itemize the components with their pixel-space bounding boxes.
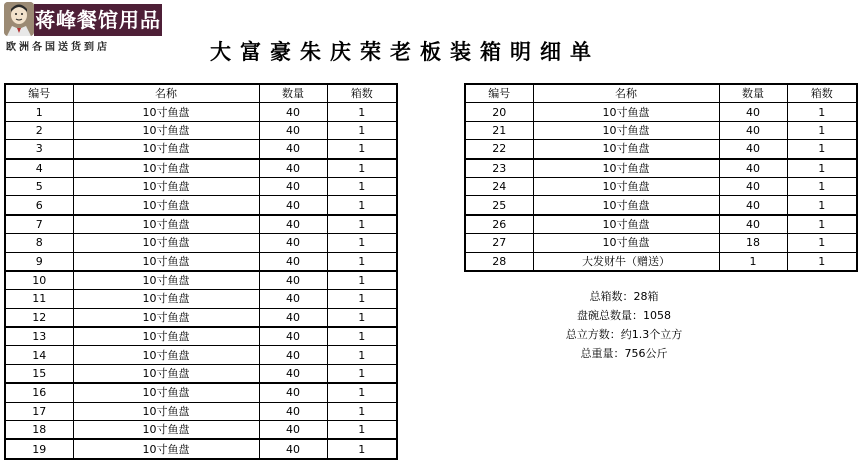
item-quantity: 18 [719, 234, 787, 252]
table-row [5, 439, 397, 458]
item-number: 26 [465, 215, 533, 234]
item-number: 15 [5, 364, 73, 383]
item-number: 20 [465, 103, 533, 121]
chef-portrait-icon [4, 2, 34, 36]
item-boxes: 1 [787, 196, 857, 215]
brand-tagline: 欧洲各国送货到店 [6, 42, 110, 53]
item-name: 大发财牛（赠送） [533, 252, 719, 271]
item-name: 10寸鱼盘 [73, 271, 259, 290]
item-name: 10寸鱼盘 [73, 177, 259, 195]
item-name: 10寸鱼盘 [533, 234, 719, 252]
table-row [465, 140, 857, 159]
item-boxes: 1 [327, 234, 397, 252]
item-quantity: 40 [259, 140, 327, 159]
item-number: 13 [5, 327, 73, 346]
item-boxes: 1 [787, 234, 857, 252]
item-boxes: 1 [327, 140, 397, 159]
item-quantity: 40 [259, 196, 327, 215]
table-row [465, 252, 857, 271]
item-name: 10寸鱼盘 [73, 140, 259, 159]
brand-name: 蒋峰餐馆用品 [34, 4, 162, 36]
item-number: 23 [465, 159, 533, 178]
item-quantity: 40 [259, 159, 327, 178]
item-quantity: 40 [259, 177, 327, 195]
item-number: 27 [465, 234, 533, 252]
total-quantity: 盘碗总数量：1058 [577, 309, 671, 322]
table-header-row [465, 84, 857, 103]
item-number: 3 [5, 140, 73, 159]
item-quantity: 40 [259, 308, 327, 327]
item-name: 10寸鱼盘 [73, 159, 259, 178]
item-number: 18 [5, 421, 73, 440]
table-row [5, 215, 397, 234]
item-quantity: 40 [719, 121, 787, 139]
table-row [465, 159, 857, 178]
item-number: 6 [5, 196, 73, 215]
column-header-name: 名称 [73, 84, 259, 103]
item-name: 10寸鱼盘 [73, 402, 259, 420]
item-name: 10寸鱼盘 [73, 346, 259, 364]
item-name: 10寸鱼盘 [533, 103, 719, 121]
table-row [5, 290, 397, 308]
item-boxes: 1 [327, 421, 397, 440]
packing-table-right [464, 83, 858, 272]
column-header-name: 名称 [533, 84, 719, 103]
item-number: 24 [465, 177, 533, 195]
item-boxes: 1 [787, 159, 857, 178]
item-boxes: 1 [327, 402, 397, 420]
page-title: 大富豪朱庆荣老板装箱明细单 [210, 39, 600, 64]
item-name: 10寸鱼盘 [533, 140, 719, 159]
table-row [5, 308, 397, 327]
item-quantity: 40 [259, 421, 327, 440]
item-quantity: 40 [259, 252, 327, 271]
item-number: 2 [5, 121, 73, 139]
table-row [5, 383, 397, 402]
item-name: 10寸鱼盘 [73, 234, 259, 252]
item-name: 10寸鱼盘 [73, 421, 259, 440]
item-boxes: 1 [327, 159, 397, 178]
item-boxes: 1 [327, 196, 397, 215]
item-quantity: 1 [719, 252, 787, 271]
column-header-number: 编号 [5, 84, 73, 103]
item-name: 10寸鱼盘 [533, 196, 719, 215]
item-boxes: 1 [327, 252, 397, 271]
item-boxes: 1 [327, 308, 397, 327]
item-number: 9 [5, 252, 73, 271]
item-boxes: 1 [327, 271, 397, 290]
table-row [5, 402, 397, 420]
table-row [5, 196, 397, 215]
table-row [465, 103, 857, 121]
item-name: 10寸鱼盘 [73, 439, 259, 458]
item-quantity: 40 [719, 177, 787, 195]
item-quantity: 40 [259, 402, 327, 420]
item-boxes: 1 [787, 140, 857, 159]
item-boxes: 1 [327, 327, 397, 346]
table-row [5, 364, 397, 383]
item-quantity: 40 [259, 215, 327, 234]
item-boxes: 1 [327, 290, 397, 308]
item-name: 10寸鱼盘 [73, 103, 259, 121]
item-number: 19 [5, 439, 73, 458]
table-row [465, 215, 857, 234]
item-number: 4 [5, 159, 73, 178]
item-boxes: 1 [787, 177, 857, 195]
column-header-boxes: 箱数 [787, 84, 857, 103]
table-header-row [5, 84, 397, 103]
item-name: 10寸鱼盘 [533, 159, 719, 178]
item-boxes: 1 [327, 346, 397, 364]
table-row [5, 271, 397, 290]
item-quantity: 40 [259, 121, 327, 139]
item-name: 10寸鱼盘 [533, 177, 719, 195]
item-number: 22 [465, 140, 533, 159]
item-boxes: 1 [327, 364, 397, 383]
item-number: 25 [465, 196, 533, 215]
item-boxes: 1 [327, 177, 397, 195]
item-boxes: 1 [787, 121, 857, 139]
item-name: 10寸鱼盘 [73, 327, 259, 346]
table-row [5, 421, 397, 440]
item-name: 10寸鱼盘 [73, 196, 259, 215]
table-row [465, 121, 857, 139]
item-quantity: 40 [259, 364, 327, 383]
item-boxes: 1 [327, 383, 397, 402]
table-row [465, 234, 857, 252]
item-boxes: 1 [787, 215, 857, 234]
item-number: 17 [5, 402, 73, 420]
table-row [5, 103, 397, 121]
item-number: 10 [5, 271, 73, 290]
item-number: 12 [5, 308, 73, 327]
item-name: 10寸鱼盘 [73, 308, 259, 327]
table-row [5, 234, 397, 252]
item-quantity: 40 [259, 271, 327, 290]
item-number: 14 [5, 346, 73, 364]
item-number: 28 [465, 252, 533, 271]
item-number: 16 [5, 383, 73, 402]
item-quantity: 40 [719, 159, 787, 178]
item-name: 10寸鱼盘 [73, 121, 259, 139]
item-name: 10寸鱼盘 [73, 252, 259, 271]
column-header-boxes: 箱数 [327, 84, 397, 103]
column-header-quantity: 数量 [259, 84, 327, 103]
item-number: 5 [5, 177, 73, 195]
item-number: 1 [5, 103, 73, 121]
item-boxes: 1 [787, 252, 857, 271]
item-number: 11 [5, 290, 73, 308]
item-quantity: 40 [259, 346, 327, 364]
item-quantity: 40 [719, 140, 787, 159]
item-quantity: 40 [259, 234, 327, 252]
item-boxes: 1 [327, 121, 397, 139]
item-quantity: 40 [259, 439, 327, 458]
item-number: 8 [5, 234, 73, 252]
packing-table-left [4, 83, 398, 460]
item-boxes: 1 [787, 103, 857, 121]
item-quantity: 40 [259, 103, 327, 121]
item-name: 10寸鱼盘 [73, 364, 259, 383]
total-volume: 总立方数：约1.3个立方 [565, 328, 683, 341]
item-boxes: 1 [327, 439, 397, 458]
total-weight: 总重量：756公斤 [580, 347, 668, 360]
table-row [5, 346, 397, 364]
item-name: 10寸鱼盘 [73, 215, 259, 234]
item-number: 7 [5, 215, 73, 234]
item-number: 21 [465, 121, 533, 139]
item-quantity: 40 [259, 383, 327, 402]
column-header-quantity: 数量 [719, 84, 787, 103]
table-row [5, 252, 397, 271]
table-row [465, 177, 857, 195]
item-name: 10寸鱼盘 [533, 215, 719, 234]
item-quantity: 40 [719, 103, 787, 121]
table-row [5, 121, 397, 139]
total-boxes: 总箱数：28箱 [589, 290, 659, 303]
item-name: 10寸鱼盘 [533, 121, 719, 139]
table-row [5, 159, 397, 178]
item-boxes: 1 [327, 215, 397, 234]
table-row [5, 327, 397, 346]
item-quantity: 40 [259, 327, 327, 346]
table-row [5, 177, 397, 195]
item-quantity: 40 [719, 196, 787, 215]
item-name: 10寸鱼盘 [73, 383, 259, 402]
packing-summary [534, 287, 714, 363]
table-row [5, 140, 397, 159]
item-boxes: 1 [327, 103, 397, 121]
item-quantity: 40 [719, 215, 787, 234]
column-header-number: 编号 [465, 84, 533, 103]
item-quantity: 40 [259, 290, 327, 308]
table-row [465, 196, 857, 215]
item-name: 10寸鱼盘 [73, 290, 259, 308]
store-logo [4, 2, 164, 52]
